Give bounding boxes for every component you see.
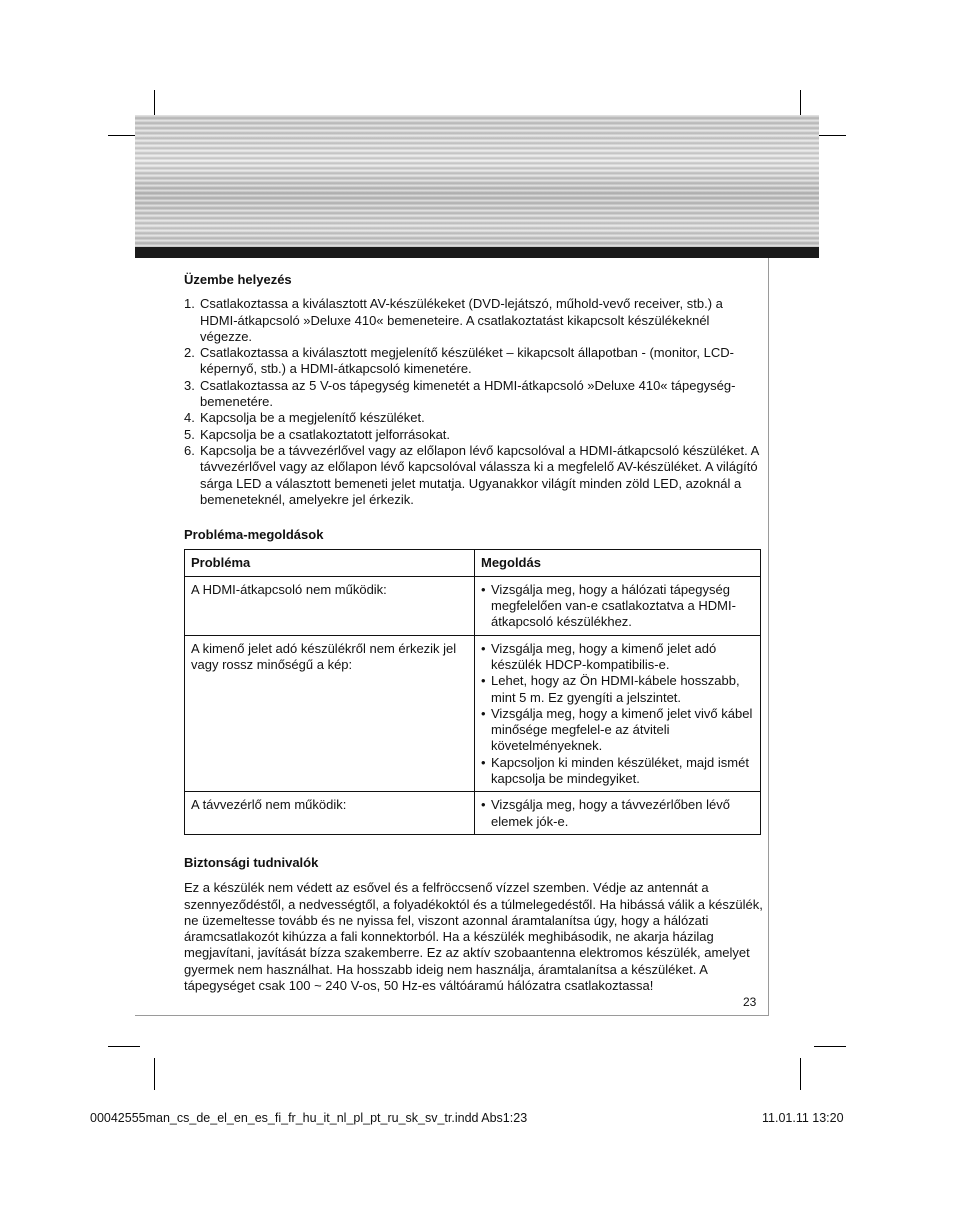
setup-steps-list	[184, 296, 764, 508]
solution-list	[481, 641, 754, 788]
header-problem: Probléma	[185, 550, 475, 576]
footer-file-info: 00042555man_cs_de_el_en_es_fi_fr_hu_it_nl_pl_pt_ru_sk_sv_tr.indd Abs1:23	[90, 1111, 528, 1125]
safety-text: Ez a készülék nem védett az esővel és a felfröccsenő vízzel szemben. Védje az antennát a szennyeződéstől, a nedvességtől, a folyadékoktól és a túlmelegedéstől. Ha hibássá válik a készülék, ne üzemeltesse tovább és ne nyissa fel, viszont azonnal áramtalanítsa úgy, hogy a hálózati áramcsatlakozót kihúzza a fali konnektorból. Ha a készülék meghibásodik, ne akarja házilag megjavítani, javítását bízza szakemberre. Ez az aktív szobaantenna elektromos készülék, amelyet gyermek nem használhat. Ha hosszabb ideig nem használja, áramtalanítsa a készüléket. A tápegységet csak 100 ~ 240 V-os, 50 Hz-es váltóáramú hálózatra csatlakoztassa!	[184, 880, 763, 993]
solution-item: • Kapcsoljon ki minden készüléket, majd ismét kapcsolja be mindegyiket.	[481, 755, 754, 788]
safety-title: Biztonsági tudnivalók	[184, 854, 319, 870]
troubleshooting-table	[184, 549, 761, 834]
page-content	[184, 272, 764, 994]
crop-mark-bottom-left-vertical	[154, 1058, 155, 1090]
solution-item: • Vizsgálja meg, hogy a kimenő jelet vivő kábel minősége megfelel-e az átviteli követelményeknek.	[481, 706, 754, 755]
page-right-rule	[768, 258, 769, 1016]
solution-list	[481, 797, 754, 830]
setup-step	[184, 443, 764, 508]
step-text: Csatlakoztassa az 5 V-os tápegység kimenetét a HDMI-átkapcsoló »Deluxe 410« tápegység-bemenetére.	[200, 377, 736, 410]
step-text: Csatlakoztassa a kiválasztott megjelenítő készüléket – kikapcsolt állapotban - (monitor, LCD-képernyő, stb.) a HDMI-átkapcsoló kimenetére.	[200, 345, 734, 377]
solution-list	[481, 582, 754, 631]
page-bottom-rule	[135, 1015, 769, 1016]
step-number: 5.	[184, 426, 195, 442]
solution-cell	[475, 635, 761, 792]
crop-mark-bottom-right-horizontal	[814, 1046, 846, 1047]
problem-cell: A HDMI-átkapcsoló nem működik:	[185, 576, 475, 635]
page-number: 23	[743, 995, 757, 1009]
troubleshooting-title: Probléma-megoldások	[184, 527, 324, 543]
solution-cell	[475, 576, 761, 635]
problem-cell: A kimenő jelet adó készülékről nem érkezik jel vagy rossz minőségű a kép:	[185, 635, 475, 792]
setup-step	[184, 410, 764, 426]
header-black-bar	[135, 247, 819, 258]
footer-date-time: 11.01.11 13:20	[762, 1111, 844, 1125]
setup-step	[184, 378, 764, 411]
table-row	[185, 576, 761, 635]
crop-mark-bottom-left-horizontal	[108, 1046, 140, 1047]
solution-cell	[475, 792, 761, 835]
crop-mark-bottom-right-vertical	[800, 1058, 801, 1090]
step-text: Kapcsolja be a megjelenítő készüléket.	[200, 410, 425, 426]
table-row	[185, 792, 761, 835]
solution-item: • Vizsgálja meg, hogy a távvezérlőben lévő elemek jók-e.	[481, 797, 754, 830]
problem-cell: A távvezérlő nem működik:	[185, 792, 475, 835]
step-number: 3.	[184, 377, 195, 393]
header-brushed-metal-band	[135, 115, 819, 247]
step-number: 1.	[184, 296, 195, 312]
solution-item: • Vizsgálja meg, hogy a kimenő jelet adó készülék HDCP-kompatibilis-e.	[481, 641, 754, 674]
table-row	[185, 635, 761, 792]
step-number: 4.	[184, 410, 195, 426]
step-text: Csatlakoztassa a kiválasztott AV-készülékeket (DVD-lejátszó, műhold-vevő receiver, stb.) a HDMI-átkapcsoló »Deluxe 410« bemeneteire. A csatlakoztatást kikapcsolt készülékeknél végezze.	[200, 296, 723, 344]
solution-item: • Vizsgálja meg, hogy a hálózati tápegység megfelelően van-e csatlakoztatva a HDMI-átkapcsoló készülékhez.	[481, 582, 754, 631]
header-solution: Megoldás	[475, 550, 761, 576]
table-header-row	[185, 550, 761, 576]
step-number: 6.	[184, 442, 195, 458]
setup-title: Üzembe helyezés	[184, 272, 292, 287]
solution-item: • Lehet, hogy az Ön HDMI-kábele hosszabb, mint 5 m. Ez gyengíti a jelszintet.	[481, 673, 754, 706]
step-number: 2.	[184, 345, 195, 361]
setup-step	[184, 296, 764, 345]
step-text: Kapcsolja be a távvezérlővel vagy az előlapon lévő kapcsolóval a HDMI-átkapcsoló készüléket. A távvezérlővel vagy az előlapon lévő kapcsolóval válassza ki a megfelelő AV-készüléket. A világító sárga LED a választott bemeneti jelet mutatja. Ugyanakkor világít minden zöld LED, azoknál a bemeneteknél, amelyekre jel érkezik.	[200, 442, 759, 507]
step-text: Kapcsolja be a csatlakoztatott jelforrásokat.	[200, 426, 451, 442]
setup-step	[184, 345, 764, 378]
setup-step	[184, 427, 764, 443]
